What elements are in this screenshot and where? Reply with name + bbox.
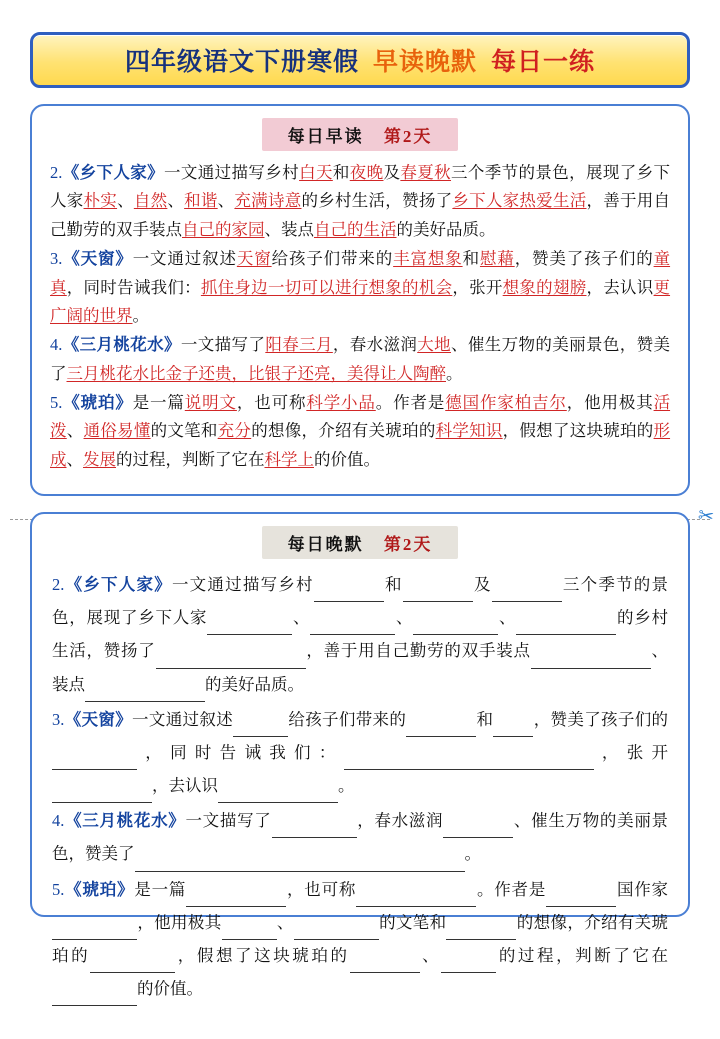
body-text: 、 — [498, 608, 517, 628]
body-text: 、 — [117, 191, 134, 211]
body-text: 、 — [217, 191, 235, 211]
answer-blank[interactable] — [546, 874, 616, 907]
body-text: ，去认识 — [586, 277, 654, 297]
answer-blank[interactable] — [222, 907, 277, 940]
section-title-evening: 每日晚默 — [287, 535, 364, 554]
answer-blank[interactable] — [531, 635, 651, 668]
body-text: ，假想了这块琥珀的 — [502, 421, 654, 441]
body-text: 国作家 — [616, 879, 669, 899]
answer-text: 白天 — [299, 163, 333, 182]
answer-blank[interactable] — [207, 602, 292, 635]
title-part-grade: 四年级语文下册寒假 — [124, 49, 359, 76]
answer-blank[interactable] — [441, 940, 496, 973]
body-text: 。作者是 — [375, 393, 446, 412]
body-text: 、 — [167, 191, 185, 211]
section-header-morning — [44, 118, 676, 151]
section-evening-dictation — [30, 512, 690, 999]
question-item — [52, 805, 668, 871]
body-text: 及 — [472, 575, 492, 594]
body-text: 、装点 — [52, 641, 669, 694]
answer-text: 发展 — [83, 449, 116, 469]
section-day-evening: 第2天 — [383, 535, 433, 554]
section-heading-pill — [262, 118, 459, 151]
body-text: ，春水滋润 — [356, 811, 444, 831]
answer-text: 自己的生活 — [314, 219, 397, 239]
answer-text: 更广阔的世界 — [50, 277, 671, 325]
title-part-activity: 早读晚默 — [372, 49, 477, 76]
answer-blank[interactable] — [314, 569, 384, 602]
body-text: 给孩子们带来的 — [288, 709, 407, 729]
morning-reading-content — [44, 157, 676, 474]
body-text: 和 — [462, 249, 480, 269]
body-text: ，同时告诫我们： — [137, 742, 344, 762]
body-text: 一文通过描写乡村 — [164, 163, 300, 182]
book-title: 《天窗》 — [64, 709, 133, 729]
body-text: 。 — [464, 844, 481, 864]
item-number: 5. — [52, 879, 65, 899]
answer-text: 德国作家柏吉尔 — [445, 393, 567, 412]
body-text: ，赞美了孩子们的 — [533, 709, 669, 729]
body-text: 给孩子们带来的 — [271, 249, 394, 269]
answer-text: 和谐 — [184, 191, 218, 211]
body-text: 。 — [132, 305, 149, 325]
body-text: 的美好品质。 — [205, 674, 304, 694]
answer-blank[interactable] — [406, 704, 476, 737]
answer-text: 充满诗意 — [234, 191, 302, 211]
body-text: ，也可称 — [286, 879, 357, 899]
section-morning-reading — [30, 104, 690, 496]
body-text: 的过程，判断了它在 — [496, 945, 669, 965]
answer-text: 活泼 — [50, 393, 671, 441]
body-text: 一文通过叙述 — [132, 249, 237, 269]
scissors-icon: ✂ — [696, 504, 716, 529]
body-text: 的价值。 — [314, 449, 380, 469]
question-item — [52, 704, 668, 804]
body-text: ，善于用自己勤劳的双手装点 — [50, 191, 671, 239]
answer-text: 天窗 — [236, 249, 272, 269]
answer-text: 大地 — [417, 335, 451, 355]
answer-blank[interactable] — [156, 635, 306, 668]
answer-text: 充分 — [217, 421, 252, 441]
body-text: 一文通过描写乡村 — [171, 575, 314, 594]
body-text: 及 — [383, 163, 401, 182]
body-text: ，善于用自己勤劳的双手装点 — [305, 641, 531, 661]
item-number: 4. — [52, 811, 65, 831]
answer-blank[interactable] — [186, 874, 286, 907]
book-title: 《乡下人家》 — [64, 575, 172, 594]
body-text: 、 — [419, 945, 442, 965]
book-title: 《琥珀》 — [62, 393, 133, 412]
body-text: 的价值。 — [137, 979, 203, 999]
answer-blank[interactable] — [85, 669, 205, 702]
answer-blank[interactable] — [233, 704, 288, 737]
body-text: ，同时告诫我们： — [66, 277, 201, 297]
body-text: 三个季节的景色，展现了乡下人家 — [52, 575, 669, 628]
body-text: 三个季节的景色，展现了乡下人家 — [50, 163, 671, 211]
question-item — [50, 389, 670, 474]
answer-text: 形成 — [50, 421, 671, 469]
body-text: 的文笔和 — [378, 912, 447, 932]
body-text: 、催生万物的美丽景色，赞美了 — [52, 811, 669, 864]
answer-blank[interactable] — [443, 805, 513, 838]
body-text: 和 — [476, 709, 494, 729]
answer-text: 朴实 — [83, 191, 118, 211]
section-heading-pill — [262, 526, 459, 559]
title-part-daily: 每日一练 — [491, 49, 596, 76]
body-text: 、装点 — [264, 219, 314, 239]
item-number: 3. — [52, 709, 65, 729]
body-text: 。 — [338, 776, 355, 796]
answer-text: 慰藉 — [479, 249, 515, 269]
body-text: 一文描写了 — [185, 811, 272, 831]
answer-text: 科学知识 — [435, 421, 503, 441]
answer-blank[interactable] — [218, 770, 338, 803]
answer-blank[interactable] — [52, 770, 152, 803]
answer-blank[interactable] — [413, 602, 498, 635]
item-number: 4. — [50, 335, 63, 355]
question-item — [52, 874, 668, 1007]
evening-dictation-content — [44, 565, 676, 1006]
book-title: 《天窗》 — [62, 249, 133, 269]
answer-blank[interactable] — [310, 602, 395, 635]
body-text: 、 — [276, 912, 294, 932]
answer-text: 通俗易懂 — [83, 421, 151, 441]
answer-text: 自己的家园 — [182, 219, 265, 239]
answer-blank[interactable] — [294, 907, 379, 940]
answer-blank[interactable] — [492, 569, 562, 602]
body-text: 。作者是 — [476, 879, 547, 899]
answer-blank[interactable] — [403, 569, 473, 602]
title-banner — [30, 32, 690, 88]
item-number: 3. — [50, 249, 63, 269]
title-text — [125, 42, 595, 78]
body-text: ，张开 — [593, 742, 669, 762]
section-header-evening — [44, 526, 676, 559]
body-text: 的美好品质。 — [396, 219, 496, 239]
body-text: ，春水滋润 — [332, 335, 418, 355]
answer-blank[interactable] — [446, 907, 516, 940]
body-text: 、 — [395, 608, 414, 628]
book-title: 《琥珀》 — [64, 879, 135, 899]
body-text: 、 — [66, 421, 84, 441]
question-item — [50, 159, 670, 244]
answer-blank[interactable] — [356, 874, 476, 907]
body-text: ，张开 — [452, 277, 503, 297]
body-text: 的文笔和 — [150, 421, 218, 441]
answer-text: 说明文 — [184, 393, 237, 412]
question-item — [50, 331, 670, 388]
item-number: 2. — [50, 163, 63, 182]
body-text: 的乡村生活，赞扬了 — [301, 191, 453, 211]
body-text: 一文通过叙述 — [132, 709, 234, 729]
body-text: 、催生万物的美丽景色，赞美了 — [50, 335, 671, 383]
answer-text: 科学上 — [264, 449, 314, 469]
section-day-morning: 第2天 — [383, 127, 433, 146]
body-text: 是一篇 — [134, 879, 187, 899]
book-title: 《三月桃花水》 — [64, 811, 186, 831]
answer-blank[interactable] — [52, 907, 137, 940]
body-text: ，去认识 — [152, 776, 218, 796]
body-text: ，赞美了孩子们的 — [514, 249, 654, 269]
answer-blank[interactable] — [344, 737, 594, 770]
body-text: 的过程，判断了它在 — [116, 449, 265, 469]
answer-text: 阳春三月 — [265, 335, 333, 355]
section-title-morning: 每日早读 — [287, 127, 364, 146]
body-text: ，也可称 — [236, 393, 307, 412]
body-text: 、 — [66, 449, 83, 469]
answer-text: 乡下人家热爱生活 — [452, 191, 587, 211]
book-title: 《乡下人家》 — [62, 163, 165, 182]
answer-text: 夜晚 — [349, 163, 384, 182]
answer-blank[interactable] — [90, 940, 175, 973]
answer-blank[interactable] — [272, 805, 357, 838]
answer-text: 科学小品 — [306, 393, 376, 412]
answer-text: 丰富想象 — [393, 249, 463, 269]
answer-blank[interactable] — [52, 973, 137, 1006]
answer-text: 三月桃花水比金子还贵，比银子还亮，美得让人陶醉 — [66, 363, 446, 383]
body-text: 、 — [292, 608, 311, 628]
body-text: 的乡村生活，赞扬了 — [52, 608, 668, 661]
body-text: 是一篇 — [132, 393, 185, 412]
body-text: 和 — [332, 163, 350, 182]
answer-blank[interactable] — [493, 704, 533, 737]
question-item — [52, 569, 668, 702]
body-text: 。 — [446, 363, 463, 383]
answer-blank[interactable] — [516, 602, 616, 635]
body-text: 的想像，介绍有关琥珀的 — [251, 421, 436, 441]
answer-text: 抓住身边一切可以进行想象的机会 — [200, 277, 453, 297]
answer-text: 童真 — [50, 249, 671, 297]
body-text: 的想像，介绍有关琥珀的 — [52, 912, 669, 965]
question-item — [50, 245, 670, 330]
body-text: 和 — [383, 575, 403, 594]
body-text: ，他用极其 — [137, 912, 222, 932]
item-number: 2. — [52, 575, 65, 594]
book-title: 《三月桃花水》 — [62, 335, 181, 355]
answer-text: 自然 — [133, 191, 168, 211]
answer-blank[interactable] — [135, 838, 465, 871]
body-text: ，假想了这块琥珀的 — [175, 945, 350, 965]
answer-blank[interactable] — [52, 737, 137, 770]
answer-text: 想象的翅膀 — [502, 277, 587, 297]
body-text: 一文描写了 — [180, 335, 266, 355]
body-text: ，他用极其 — [566, 393, 654, 412]
answer-blank[interactable] — [350, 940, 420, 973]
item-number: 5. — [50, 393, 63, 412]
answer-text: 春夏秋 — [400, 163, 452, 182]
